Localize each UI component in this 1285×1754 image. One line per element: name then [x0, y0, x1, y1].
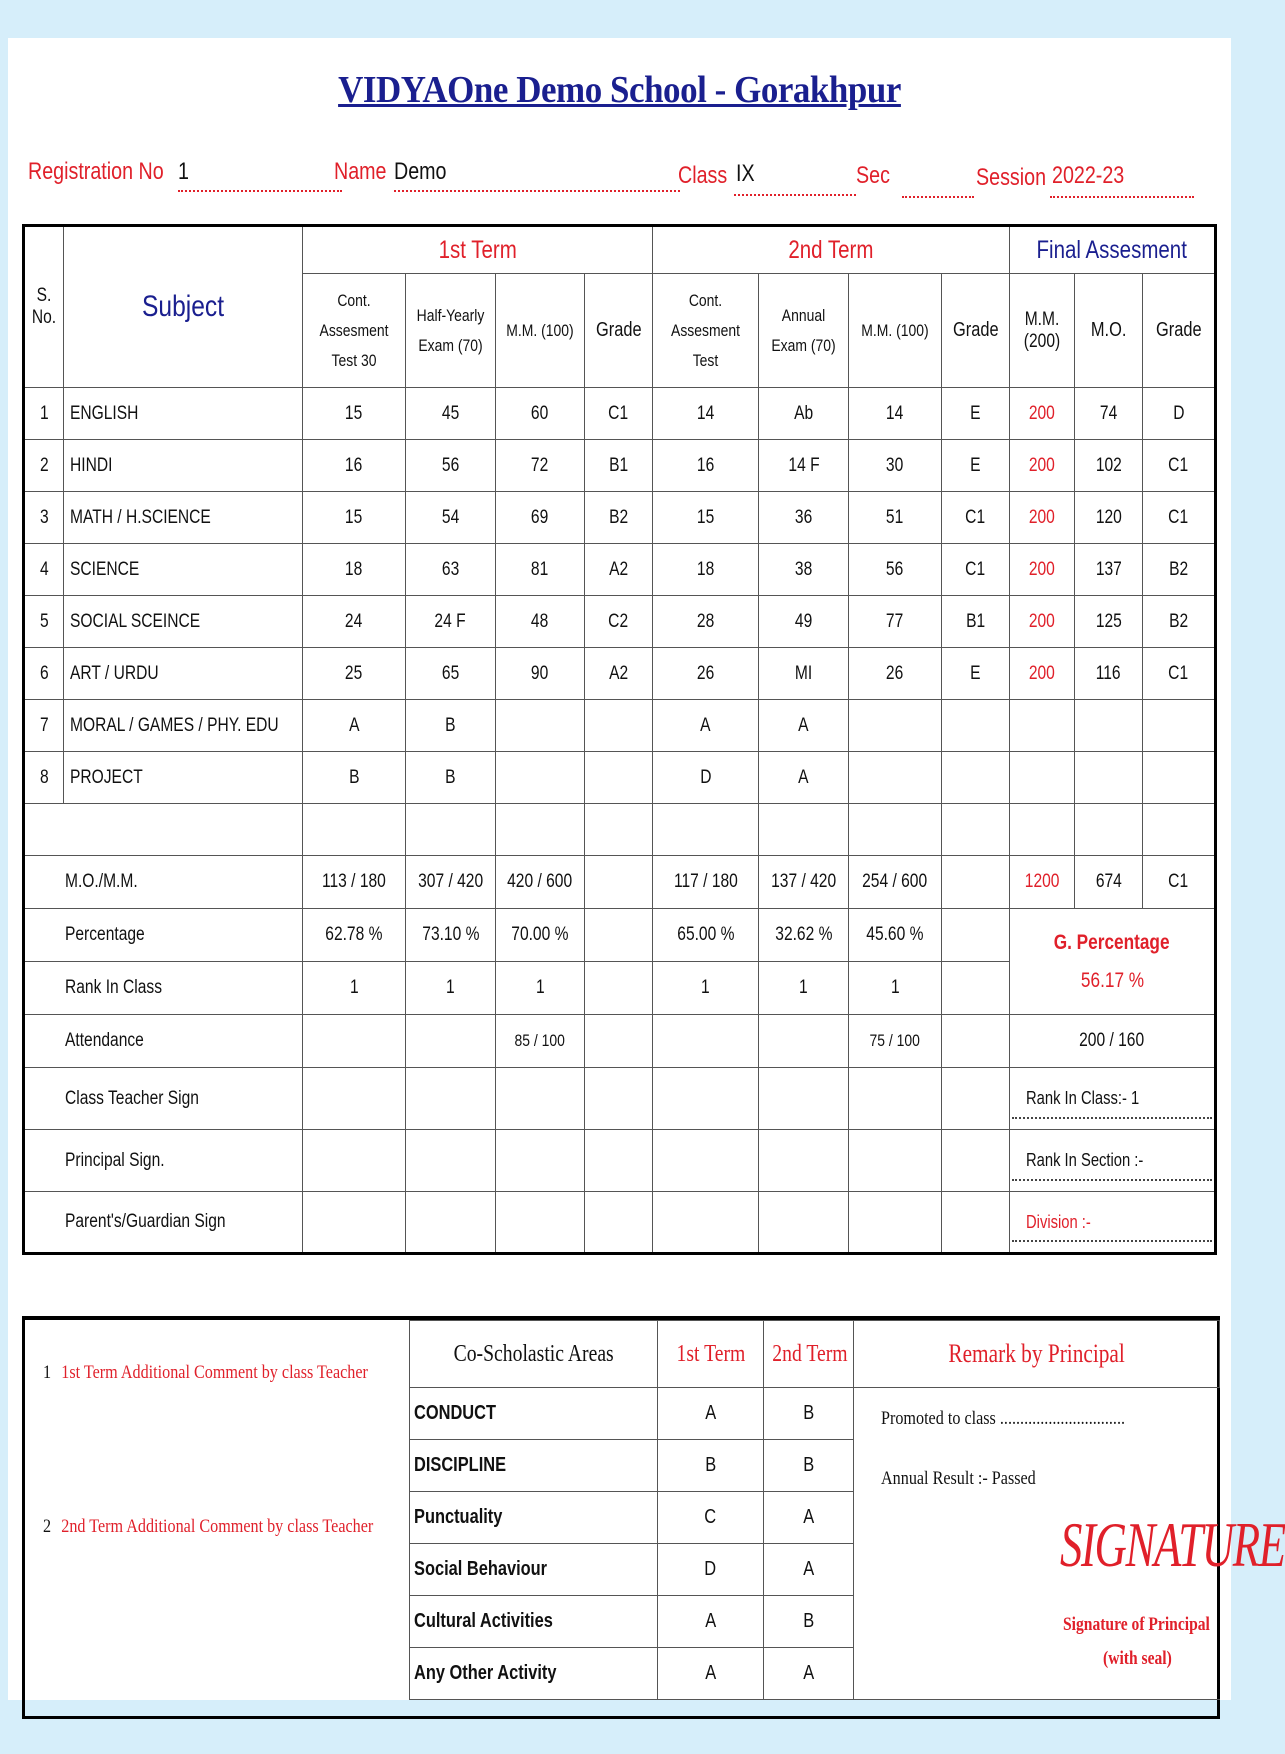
t2-pct: 45.60 % [849, 909, 942, 962]
subject-sno: 2 [24, 440, 64, 492]
final-mark: 200 [1010, 492, 1075, 544]
t1-mark: B [303, 752, 406, 804]
session-label: Session [976, 164, 1047, 191]
coscholastic-area: Cultural Activities [410, 1596, 658, 1648]
coscholastic-t1: A [658, 1596, 764, 1648]
t2-rank: 1 [759, 962, 849, 1015]
t2-mo: 117 / 180 [653, 856, 759, 909]
t1-mark: B [406, 752, 496, 804]
final-mark: B2 [1143, 544, 1216, 596]
registration-dotline [178, 190, 342, 192]
promoted-to-class: Promoted to class ............................... [881, 1408, 1126, 1429]
blank-cell [1143, 804, 1216, 856]
signature-seal-caption: (with seal) [1103, 1648, 1172, 1669]
t2-mark: D [653, 752, 759, 804]
cosch-term1-header: 1st Term [658, 1321, 764, 1388]
parent-sign-row-right: Division :- [1010, 1192, 1216, 1254]
t1-mark: 45 [406, 388, 496, 440]
final-mark: 200 [1010, 388, 1075, 440]
subject-name: MATH / H.SCIENCE [64, 492, 303, 544]
final-mark [1010, 700, 1075, 752]
t2-mark: C1 [942, 492, 1010, 544]
t1-mo: 420 / 600 [496, 856, 585, 909]
t1-mark: C1 [585, 388, 653, 440]
t1-pct: 73.10 % [406, 909, 496, 962]
name-dotline [394, 190, 680, 192]
empty-cell [849, 1130, 942, 1192]
empty-cell [942, 1130, 1010, 1192]
t2-mark: 30 [849, 440, 942, 492]
empty-cell [303, 1068, 406, 1130]
empty-cell [942, 1192, 1010, 1254]
t1-mark: A2 [585, 544, 653, 596]
coscholastic-area: CONDUCT [410, 1388, 658, 1440]
t2-mark: 51 [849, 492, 942, 544]
final-mo: C1 [1143, 856, 1216, 909]
subject-name: ART / URDU [64, 648, 303, 700]
t2-mark: A [759, 700, 849, 752]
final-mo: 1200 [1010, 856, 1075, 909]
term1-comment: 1 1st Term Additional Comment by class Teacher [43, 1362, 368, 1383]
t2-mark: A [653, 700, 759, 752]
subject-header: Subject [64, 226, 303, 388]
empty-cell [406, 1015, 496, 1068]
t2-mark: 26 [653, 648, 759, 700]
t1-mark: 65 [406, 648, 496, 700]
subject-sno: 6 [24, 648, 64, 700]
school-title: VIDYAOne Demo School - Gorakhpur [338, 69, 901, 111]
t1-col-header: Half-Yearly Exam (70) [406, 274, 496, 388]
final-col-header: Grade [1143, 274, 1216, 388]
t2-mark: B1 [942, 596, 1010, 648]
final-attendance: 200 / 160 [1010, 1015, 1216, 1068]
term1-header: 1st Term [303, 226, 653, 274]
t1-mark: 24 F [406, 596, 496, 648]
t2-mark [849, 700, 942, 752]
t2-mark: E [942, 648, 1010, 700]
blank-cell [653, 804, 759, 856]
sno-header: S. No. [24, 226, 64, 388]
t1-pct: 70.00 % [496, 909, 585, 962]
coscholastic-t1: B [658, 1440, 764, 1492]
subject-sno: 1 [24, 388, 64, 440]
empty-cell [585, 1068, 653, 1130]
final-mark [1075, 752, 1143, 804]
parent-sign-row-label: Parent's/Guardian Sign [24, 1192, 303, 1254]
final-mark: C1 [1143, 492, 1216, 544]
blank-cell [759, 804, 849, 856]
empty-cell [653, 1068, 759, 1130]
t2-mark: A [759, 752, 849, 804]
final-mark: 200 [1010, 596, 1075, 648]
t2-rank: 1 [849, 962, 942, 1015]
principal-sign-row-label: Principal Sign. [24, 1130, 303, 1192]
cosch-term2-header: 2nd Term [764, 1321, 854, 1388]
student-info-row [8, 156, 1231, 216]
marks-table [22, 224, 1217, 1255]
t1-mark: 16 [303, 440, 406, 492]
percentage-row [24, 909, 1216, 962]
coscholastic-t2: A [764, 1544, 854, 1596]
remark-header: Remark by Principal [854, 1321, 1220, 1388]
t1-rank [585, 962, 653, 1015]
g-percentage-value: 56.17 % [1080, 968, 1144, 992]
percentage-row-label: Percentage [24, 909, 303, 962]
t1-mark: 15 [303, 492, 406, 544]
t1-mark [585, 752, 653, 804]
t2-rank: 1 [653, 962, 759, 1015]
t1-mark: A2 [585, 648, 653, 700]
empty-cell [585, 1130, 653, 1192]
empty-cell [759, 1068, 849, 1130]
final-mo: 674 [1075, 856, 1143, 909]
class-dotline [734, 194, 856, 196]
blank-cell [303, 804, 406, 856]
blank-cell [1010, 804, 1075, 856]
t1-mo: 113 / 180 [303, 856, 406, 909]
empty-cell [653, 1015, 759, 1068]
subject-sno: 5 [24, 596, 64, 648]
t2-mark: 38 [759, 544, 849, 596]
coscholastic-header: Co-Scholastic Areas [410, 1321, 658, 1388]
empty-cell [849, 1068, 942, 1130]
t1-mark [585, 700, 653, 752]
empty-cell [406, 1192, 496, 1254]
final-mark [1143, 752, 1216, 804]
final-mark: B2 [1143, 596, 1216, 648]
t2-col-header: M.M. (100) [849, 274, 942, 388]
coscholastic-t2: A [764, 1492, 854, 1544]
empty-cell [496, 1130, 585, 1192]
coscholastic-t2: A [764, 1648, 854, 1700]
subject-name: PROJECT [64, 752, 303, 804]
parent-sign-row [24, 1192, 1216, 1254]
empty-cell [585, 1015, 653, 1068]
final-mark: C1 [1143, 648, 1216, 700]
signature-caption: Signature of Principal [1063, 1614, 1210, 1635]
subject-row [24, 544, 1216, 596]
t1-mark: 63 [406, 544, 496, 596]
t2-mark [942, 752, 1010, 804]
empty-cell [406, 1130, 496, 1192]
report-card-sheet [8, 38, 1285, 1700]
t2-mark: 15 [653, 492, 759, 544]
term2-comment: 2 2nd Term Additional Comment by class Teacher [43, 1516, 374, 1537]
final-mark: 120 [1075, 492, 1143, 544]
empty-cell [759, 1192, 849, 1254]
final-col-header: M.O. [1075, 274, 1143, 388]
empty-cell [303, 1130, 406, 1192]
subject-name: SCIENCE [64, 544, 303, 596]
empty-cell [849, 1192, 942, 1254]
t2-col-header: Cont. Assesment Test [653, 274, 759, 388]
t1-attendance: 85 / 100 [496, 1015, 585, 1068]
t1-rank: 1 [303, 962, 406, 1015]
coscholastic-t1: A [658, 1388, 764, 1440]
empty-cell [942, 1015, 1010, 1068]
registration-value: 1 [178, 158, 189, 185]
t1-mark: 60 [496, 388, 585, 440]
subject-name: SOCIAL SCEINCE [64, 596, 303, 648]
blank-cell [24, 804, 303, 856]
class-teacher-sign-row [24, 1068, 1216, 1130]
t1-mark: B [406, 700, 496, 752]
t2-mark: 36 [759, 492, 849, 544]
empty-cell [406, 1068, 496, 1130]
t2-mark: MI [759, 648, 849, 700]
subject-name: MORAL / GAMES / PHY. EDU [64, 700, 303, 752]
t1-mark: 15 [303, 388, 406, 440]
name-value: Demo [394, 158, 447, 185]
session-value: 2022-23 [1052, 162, 1125, 189]
subject-name: ENGLISH [64, 388, 303, 440]
t2-mark: C1 [942, 544, 1010, 596]
final-mark: C1 [1143, 440, 1216, 492]
t2-mark: 14 [653, 388, 759, 440]
t1-col-header: M.M. (100) [496, 274, 585, 388]
empty-cell [942, 1068, 1010, 1130]
coscholastic-area: DISCIPLINE [410, 1440, 658, 1492]
t2-mark: 16 [653, 440, 759, 492]
mo-mm-row-label: M.O./M.M. [24, 856, 303, 909]
subject-row [24, 492, 1216, 544]
t2-attendance: 75 / 100 [849, 1015, 942, 1068]
t1-mark: 48 [496, 596, 585, 648]
final-header: Final Assesment [1010, 226, 1216, 274]
blank-cell [406, 804, 496, 856]
class-value: IX [736, 160, 755, 187]
coscholastic-area: Punctuality [410, 1492, 658, 1544]
subject-sno: 7 [24, 700, 64, 752]
subject-sno: 8 [24, 752, 64, 804]
t2-mark: E [942, 388, 1010, 440]
t2-mo: 254 / 600 [849, 856, 942, 909]
t2-mark: 18 [653, 544, 759, 596]
annual-result: Annual Result :- Passed [881, 1468, 1036, 1489]
empty-cell [759, 1015, 849, 1068]
t1-mark: 72 [496, 440, 585, 492]
sec-dotline [902, 196, 974, 198]
final-mark: 200 [1010, 440, 1075, 492]
coscholastic-t2: B [764, 1596, 854, 1648]
t1-mark [496, 700, 585, 752]
attendance-row [24, 1015, 1216, 1068]
term2-header: 2nd Term [653, 226, 1010, 274]
t2-mark: 26 [849, 648, 942, 700]
t1-mark: C2 [585, 596, 653, 648]
t2-col-header: Annual Exam (70) [759, 274, 849, 388]
blank-cell [585, 804, 653, 856]
bottom-section [22, 1316, 1285, 1719]
final-mark [1143, 700, 1216, 752]
class-label: Class [678, 162, 728, 189]
t1-mark: 81 [496, 544, 585, 596]
final-mark: 102 [1075, 440, 1143, 492]
t2-pct: 65.00 % [653, 909, 759, 962]
principal-sign-row [24, 1130, 1216, 1192]
coscholastic-t2: B [764, 1440, 854, 1492]
class-teacher-sign-row-label: Class Teacher Sign [24, 1068, 303, 1130]
t2-mark: 14 [849, 388, 942, 440]
empty-cell [585, 1192, 653, 1254]
subject-row [24, 440, 1216, 492]
coscholastic-t2: B [764, 1388, 854, 1440]
t2-col-header: Grade [942, 274, 1010, 388]
t2-mark: 56 [849, 544, 942, 596]
sec-label: Sec [856, 162, 890, 189]
t2-rank [942, 962, 1010, 1015]
mo-mm-row [24, 856, 1216, 909]
blank-cell [942, 804, 1010, 856]
name-label: Name [334, 158, 387, 185]
coscholastic-t1: C [658, 1492, 764, 1544]
empty-cell [303, 1015, 406, 1068]
subject-row [24, 596, 1216, 648]
subject-row [24, 648, 1216, 700]
t2-pct: 32.62 % [759, 909, 849, 962]
blank-cell [496, 804, 585, 856]
final-mark: 74 [1075, 388, 1143, 440]
t1-mark: 25 [303, 648, 406, 700]
coscholastic-area: Any Other Activity [410, 1648, 658, 1700]
grand-percentage-cell [1010, 909, 1216, 1015]
t1-mark [496, 752, 585, 804]
final-mark [1010, 752, 1075, 804]
t2-pct [942, 909, 1010, 962]
t1-mark: 54 [406, 492, 496, 544]
subject-row [24, 388, 1216, 440]
t1-col-header: Grade [585, 274, 653, 388]
t2-mark: 28 [653, 596, 759, 648]
subject-row [24, 752, 1216, 804]
final-mark: 137 [1075, 544, 1143, 596]
registration-label: Registration No [28, 158, 164, 185]
t2-mark: 14 F [759, 440, 849, 492]
class-teacher-sign-row-right: Rank In Class:- 1 [1010, 1068, 1216, 1130]
t1-mark: 56 [406, 440, 496, 492]
t1-mark: B2 [585, 492, 653, 544]
subject-name: HINDI [64, 440, 303, 492]
t2-mark: Ab [759, 388, 849, 440]
t2-mark [849, 752, 942, 804]
t2-mark: 77 [849, 596, 942, 648]
t2-mark: E [942, 440, 1010, 492]
empty-cell [653, 1130, 759, 1192]
g-percentage-label: G. Percentage [1054, 930, 1170, 954]
t1-mark: A [303, 700, 406, 752]
coscholastic-t1: A [658, 1648, 764, 1700]
final-mark: 200 [1010, 544, 1075, 596]
blank-row [24, 804, 1216, 856]
blank-cell [849, 804, 942, 856]
t2-mark [942, 700, 1010, 752]
subject-sno: 4 [24, 544, 64, 596]
final-mark: 116 [1075, 648, 1143, 700]
t1-col-header: Cont. Assesment Test 30 [303, 274, 406, 388]
t2-mark: 49 [759, 596, 849, 648]
final-mark: D [1143, 388, 1216, 440]
final-mark [1075, 700, 1143, 752]
t1-mark: B1 [585, 440, 653, 492]
principal-sign-row-right: Rank In Section :- [1010, 1130, 1216, 1192]
final-mark: 125 [1075, 596, 1143, 648]
t2-mo [942, 856, 1010, 909]
t1-mark: 18 [303, 544, 406, 596]
principal-signature-image: SIGNATURE [1060, 1509, 1285, 1580]
t1-mo: 307 / 420 [406, 856, 496, 909]
t1-rank: 1 [406, 962, 496, 1015]
empty-cell [303, 1192, 406, 1254]
t1-mark: 90 [496, 648, 585, 700]
blank-cell [1075, 804, 1143, 856]
t1-mo [585, 856, 653, 909]
coscholastic-area: Social Behaviour [410, 1544, 658, 1596]
t1-rank: 1 [496, 962, 585, 1015]
t2-mo: 137 / 420 [759, 856, 849, 909]
subject-sno: 3 [24, 492, 64, 544]
t1-pct: 62.78 % [303, 909, 406, 962]
t1-mark: 24 [303, 596, 406, 648]
final-col-header: M.M. (200) [1010, 274, 1075, 388]
coscholastic-t1: D [658, 1544, 764, 1596]
rank-row-label: Rank In Class [24, 962, 303, 1015]
empty-cell [496, 1192, 585, 1254]
attendance-row-label: Attendance [24, 1015, 303, 1068]
t1-pct [585, 909, 653, 962]
session-dotline [1050, 196, 1194, 198]
subject-row [24, 700, 1216, 752]
empty-cell [759, 1130, 849, 1192]
t1-mark: 69 [496, 492, 585, 544]
principal-remark-box [873, 1388, 1285, 1713]
coscholastic-header-row [410, 1321, 1220, 1388]
empty-cell [496, 1068, 585, 1130]
final-mark: 200 [1010, 648, 1075, 700]
empty-cell [653, 1192, 759, 1254]
